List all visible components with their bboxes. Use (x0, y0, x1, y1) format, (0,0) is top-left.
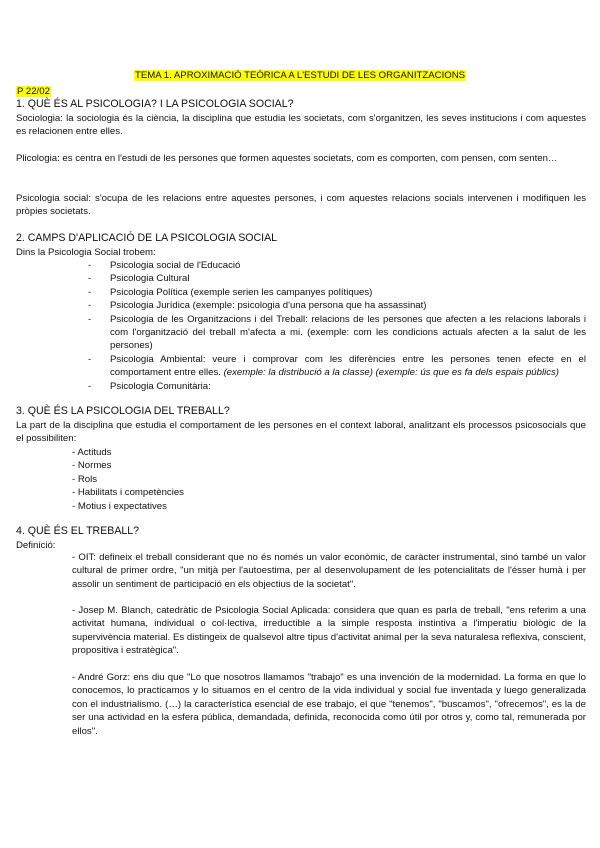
list-item: - Psicologia de les Organitzacions i del Treball: relacions de les persones que afecten a les relacions laborals i com l'organització del treball m'afecta a mi. (exemple: com les condicions actuals afecten a la salut de les persones) (88, 313, 586, 352)
section-1-psicologia-social: Psicologia social: s'ocupa de les relacions entre aquestes persones, i com aquestes relacions socials intervenen i modifiquen les pròpies societats. (16, 193, 586, 218)
list-item: - Psicologia Política (exemple serien les campanyes polítiques) (88, 286, 373, 298)
section-2-heading: 2. CAMPS D'APLICACIÓ DE LA PSICOLOGIA SOCIAL (16, 232, 278, 244)
document-title: TEMA 1. APROXIMACIÓ TEÒRICA A L'ESTUDI DE LES ORGANITZACIONS (134, 70, 466, 81)
bullet-marker: - (88, 286, 92, 298)
list-item: - Psicologia Comunitària: (88, 380, 211, 392)
definition-blanch: - Josep M. Blanch, catedràtic de Psicologia Social Aplicada: considera que quan es parla de treball, "ens referim a una activitat humana, individual o col·lectiva, irreductible a la simple resposta instintiva a l'imperatiu biològic de la supervivència material. Es distingeix de qualsevol altre tipus d'activitat animal per la seva naturalesa reflexiva, conscient, propositiva i estratègica". (72, 605, 586, 657)
definition-oit: - OIT: defineix el treball considerant que no és només un valor econòmic, de caràcter instrumental, sinó també un valor cultural de primer ordre, "un mitjà per l'autoestima, per al desenvolupament de les potencialitats de l'ésser humà i per assolir un sentiment de participació en els objectius de la societat". (72, 552, 586, 590)
list-item: - Psicologia Jurídica (exemple: psicologia d'una persona que ha assassinat) (88, 300, 427, 312)
list-item: - Normes (72, 460, 112, 472)
bullet-marker: - (88, 353, 92, 365)
bullet-marker: - (88, 260, 92, 271)
bullet-marker: - (88, 273, 92, 285)
bullet-marker: - (88, 300, 92, 312)
bullet-marker: - (88, 313, 92, 325)
processes-list (72, 446, 372, 513)
section-1-heading: 1. QUÈ ÉS AL PSICOLOGIA? I LA PSICOLOGIA SOCIAL? (16, 98, 294, 110)
definition-gorz: - André Gorz: ens diu que "Lo que nosotros llamamos "trabajo" es una invención de la modernidad. La forma en que lo conocemos, lo practicamos y lo situamos en el centro de la vida individual y social fue inventada y luego generalizada con el industrialismo. (…) la característica esencial de ese trabajo, el que "tenemos", "buscamos", "ofrecemos", es la de ser una actividad en la esfera pública, demandada, definida, reconocida como útil por otros y, como tal, remunerada por ellos". (72, 672, 586, 737)
ambiental-examples: (exemple: la distribució a la classe) (exemple: ús que es fa dels espais públics) (223, 367, 560, 379)
title-line (0, 69, 600, 82)
section-1-sociologia: Sociologia: la sociologia és la ciència, la disciplina que estudia les societats, com s'organitzen, les seves institucions i com aquestes es relacionen entre elles. (16, 113, 586, 138)
list-item: - Psicologia Cultural (88, 273, 190, 285)
section-3-heading: 3. QUÈ ÉS LA PSICOLOGIA DEL TREBALL? (16, 405, 230, 417)
section-2-intro: Dins la Psicologia Social trobem: (16, 247, 156, 258)
page-tag: P 22/02 (17, 86, 50, 97)
ambiental-text: Psicologia Ambiental: veure i comprovar com les diferències entre les persones tenen efecte en el comportament entre elles. (110, 353, 586, 379)
list-item: - Actituds (72, 447, 112, 458)
section-3-definition: La part de la disciplina que estudia el comportament de les persones en el context laboral, analitzant els processos psicosocials que el possibiliten: (16, 420, 586, 445)
section-1-psicologia: Plicologia: es centra en l'estudi de les persones que formen aquestes societats, com es comporten, com pensen, com senten… (16, 153, 558, 164)
list-item: - Motius i expectatives (72, 500, 167, 512)
section-4-heading: 4. QUÈ ÉS EL TREBALL? (16, 525, 140, 537)
list-item: - Habilitats i competències (72, 487, 184, 499)
page-tag-line (16, 85, 586, 98)
definition-label: Definició: (16, 540, 56, 551)
list-item (90, 353, 586, 380)
fields-list (90, 259, 586, 393)
list-item: - Rols (72, 473, 98, 485)
list-item: - Psicologia social de l'Educació (88, 260, 241, 271)
bullet-marker: - (88, 380, 92, 392)
